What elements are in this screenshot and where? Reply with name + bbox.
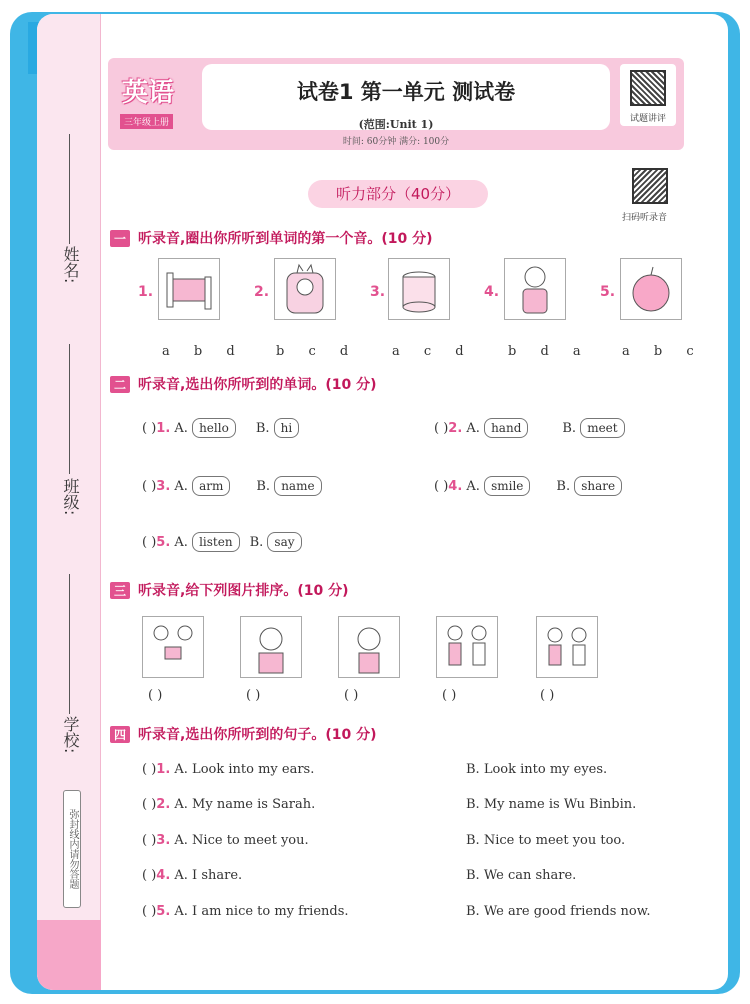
s4-item-3[interactable]: ( )3. A. Nice to meet you. — [142, 833, 309, 848]
kids-wave-icon — [536, 616, 598, 678]
class-line — [69, 344, 70, 474]
s2-item-5[interactable]: ( )5. A. listen B. say — [142, 532, 302, 552]
s1-num-1: 1. — [138, 284, 154, 300]
s1-num-5: 5. — [600, 284, 616, 300]
s2-item-2[interactable]: ( )2. A. hand B. meet — [434, 418, 625, 438]
s3-answer-5[interactable]: ( ) — [540, 688, 555, 703]
section-2-title: 二 听录音,选出你所听到的单词。(10 分) — [110, 374, 377, 394]
listen-qr-icon[interactable] — [632, 168, 668, 204]
school-line — [69, 574, 70, 714]
exam-title: 试卷1 第一单元 测试卷 — [296, 80, 516, 104]
s4-item-5-b[interactable]: B. We are good friends now. — [466, 904, 651, 919]
s4-item-5[interactable]: ( )5. A. I am nice to my friends. — [142, 904, 349, 919]
school-label: 学校: — [61, 716, 80, 754]
bed-icon — [158, 258, 220, 320]
part-title: 听力部分（40分） — [308, 180, 488, 208]
s2-item-3[interactable]: ( )3. A. arm B. name — [142, 476, 322, 496]
grade-badge: 三年级上册 — [120, 114, 173, 129]
listen-qr-label: 扫码听录音 — [622, 213, 668, 223]
boy-ear-icon — [240, 616, 302, 678]
s4-item-1[interactable]: ( )1. A. Look into my ears. — [142, 762, 315, 777]
exam-range: (范围:Unit 1) — [358, 118, 434, 131]
binding-margin — [37, 14, 101, 990]
s3-answer-1[interactable]: ( ) — [148, 688, 163, 703]
section-4-title: 四 听录音,选出你所听到的句子。(10 分) — [110, 724, 377, 744]
s1-letters-1: a b d — [162, 344, 245, 359]
qr-code-icon — [630, 70, 666, 106]
s4-item-4-b[interactable]: B. We can share. — [466, 868, 577, 883]
s2-item-4[interactable]: ( )4. A. smile B. share — [434, 476, 622, 496]
margin-footer — [37, 920, 101, 990]
girl-ear-icon — [338, 616, 400, 678]
boy-icon — [504, 258, 566, 320]
exam-header — [108, 58, 684, 150]
review-qr[interactable] — [620, 64, 676, 126]
two-kids-icon — [436, 616, 498, 678]
s3-answer-2[interactable]: ( ) — [246, 688, 261, 703]
s4-item-3-b[interactable]: B. Nice to meet you too. — [466, 833, 626, 848]
section-1-title: 一 听录音,圈出你所听到单词的第一个音。(10 分) — [110, 228, 433, 248]
name-label: 姓名: — [61, 246, 80, 284]
s4-item-1-b[interactable]: B. Look into my eyes. — [466, 762, 608, 777]
s2-item-1[interactable]: ( )1. A. hello B. hi — [142, 418, 299, 438]
name-line — [69, 134, 70, 244]
bag-icon — [274, 258, 336, 320]
seal-notice: 弥封线内请勿答题 — [63, 790, 81, 908]
class-label: 班级: — [61, 478, 80, 516]
s1-letters-5: a b c — [622, 344, 704, 359]
girls-books-icon — [142, 616, 204, 678]
s4-item-2[interactable]: ( )2. A. My name is Sarah. — [142, 797, 316, 812]
exam-time: 时间: 60分钟 满分: 100分 — [342, 137, 450, 147]
s1-letters-3: a c d — [392, 344, 474, 359]
s1-num-3: 3. — [370, 284, 386, 300]
subject-title: 英语 — [122, 78, 175, 108]
qr-label: 试题讲评 — [629, 114, 666, 124]
section-3-title: 三 听录音,给下列图片排序。(10 分) — [110, 580, 349, 600]
s1-letters-4: b d a — [508, 344, 591, 359]
s1-num-4: 4. — [484, 284, 500, 300]
s4-item-4[interactable]: ( )4. A. I share. — [142, 868, 243, 883]
s3-answer-4[interactable]: ( ) — [442, 688, 457, 703]
apple-icon — [620, 258, 682, 320]
s1-num-2: 2. — [254, 284, 270, 300]
s4-item-2-b[interactable]: B. My name is Wu Binbin. — [466, 797, 637, 812]
s3-answer-3[interactable]: ( ) — [344, 688, 359, 703]
s1-letters-2: b c d — [276, 344, 359, 359]
can-icon — [388, 258, 450, 320]
